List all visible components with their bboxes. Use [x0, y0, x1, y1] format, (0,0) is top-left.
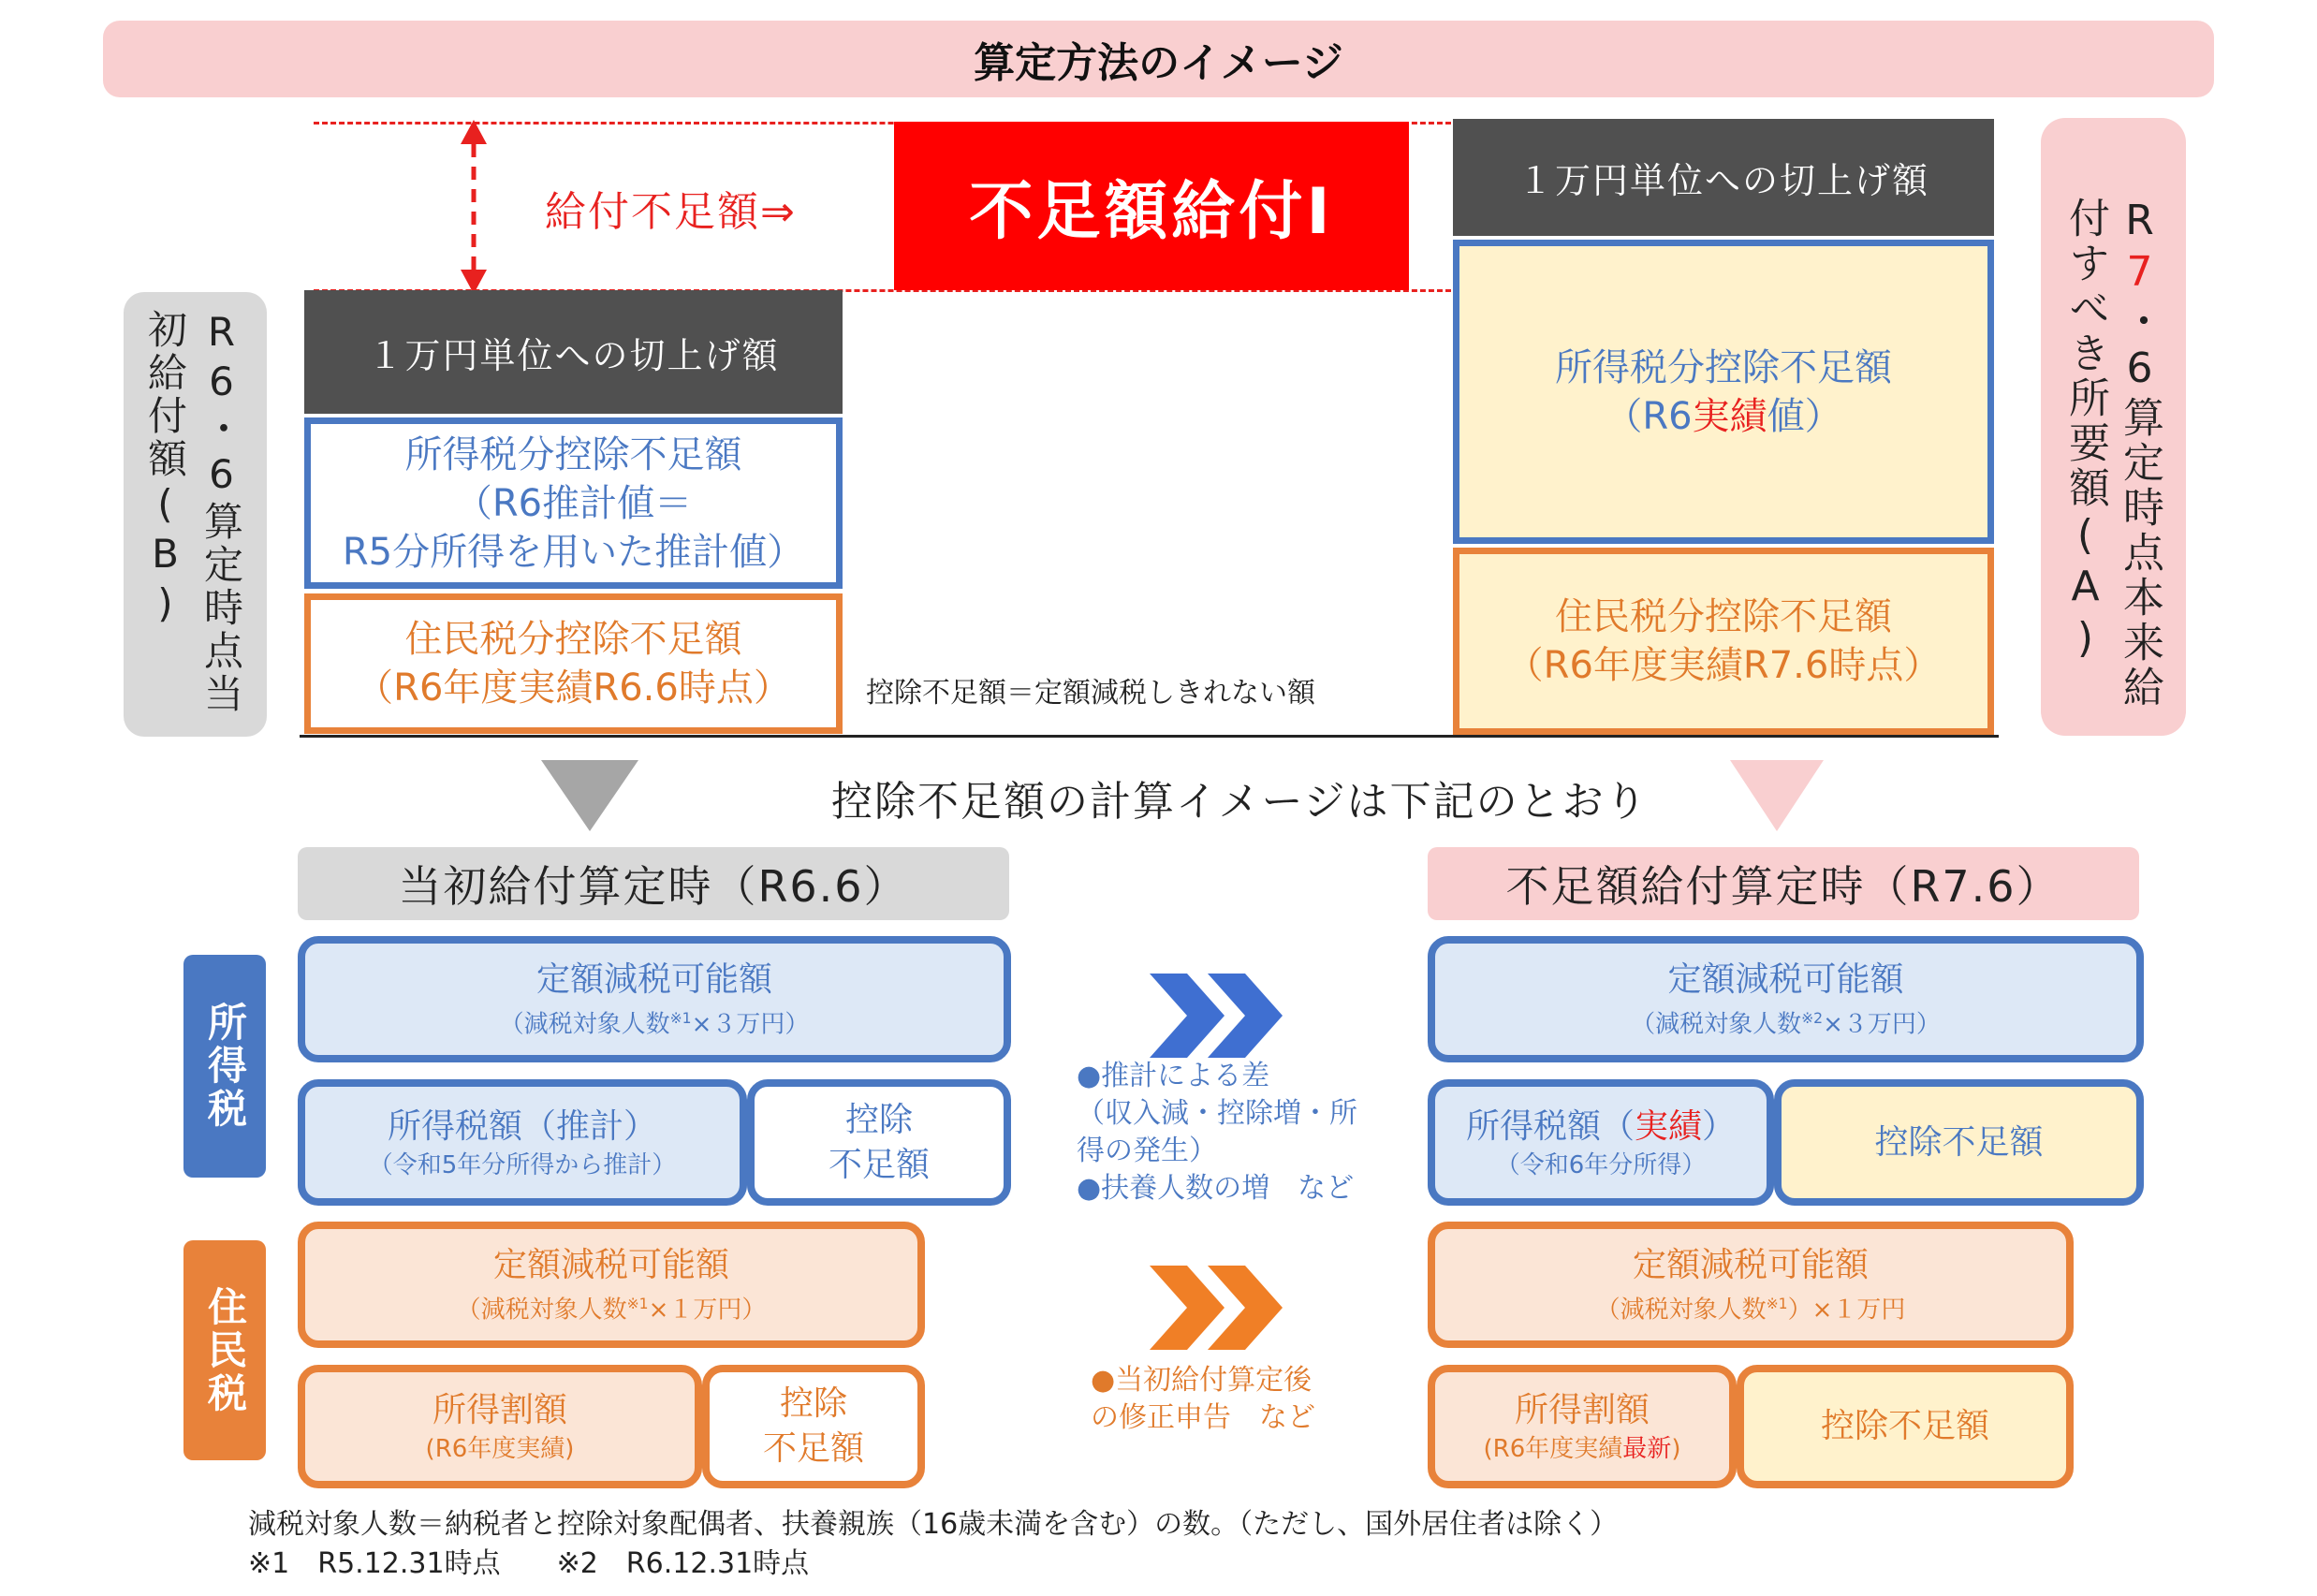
down-triangle-pink-icon	[1730, 760, 1824, 831]
right-resident-tax-box: 住民税分控除不足額 （R6年度実績R7.6時点）	[1453, 548, 1994, 735]
right-side-label-text: R7・6算定時点本来給付すべき所要額(A)	[2061, 197, 2163, 710]
left-rt-short-box: 控除 不足額	[702, 1365, 925, 1488]
right-roundup-box: １万円単位への切上げ額	[1453, 119, 1994, 236]
baseline	[300, 735, 1999, 738]
left-it-short-box: 控除 不足額	[747, 1079, 1011, 1206]
chevron-right-blue-icon	[1150, 974, 1292, 1058]
row-label-income-tax: 所得税	[183, 955, 266, 1178]
left-side-label-text: R6・6算定時点当初給付額(B)	[142, 309, 244, 716]
left-section-header: 当初給付算定時（R6.6）	[298, 847, 1009, 920]
left-income-tax-box: 所得税分控除不足額 （R6推計値＝ R5分所得を用いた推計値）	[304, 417, 843, 589]
left-rt-possible-box: 定額減税可能額 （減税対象人数$^{※1}$×１万円）	[298, 1222, 925, 1348]
right-rt-tax-box: 所得割額 (R6年度実績最新)	[1428, 1365, 1737, 1488]
right-it-possible-box: 定額減税可能額 （減税対象人数$^{※2}$×３万円）	[1428, 936, 2144, 1062]
footnotes	[248, 1505, 1618, 1584]
chevron-right-orange-icon	[1150, 1266, 1292, 1350]
down-triangle-gray-icon	[541, 760, 638, 831]
notes-blue: ●推計による差 （収入減・控除増・所 得の発生） ●扶養人数の増 など	[1077, 1060, 1357, 1205]
deficit-benefit-label: 不足額給付Ⅰ	[969, 174, 1334, 249]
right-rt-short-box: 控除不足額	[1737, 1365, 2074, 1488]
mid-caption: 控除不足額の計算イメージは下記のとおり	[831, 778, 1649, 826]
right-it-short-box: 控除不足額	[1774, 1079, 2144, 1206]
notes-orange: ●当初給付算定後 の修正申告 など	[1091, 1364, 1315, 1434]
right-section-header: 不足額給付算定時（R7.6）	[1428, 847, 2139, 920]
page-title: 算定方法のイメージ	[974, 39, 1343, 87]
left-rt-tax-box: 所得割額 (R6年度実績)	[298, 1365, 702, 1488]
left-resident-tax-box: 住民税分控除不足額 （R6年度実績R6.6時点）	[304, 593, 843, 734]
right-side-label	[2041, 118, 2186, 736]
double-arrow-icon	[455, 118, 492, 296]
title-banner	[103, 21, 2214, 97]
left-it-possible-box: 定額減税可能額 （減税対象人数$^{※1}$×３万円）	[298, 936, 1011, 1062]
deficit-benefit-box	[894, 122, 1409, 290]
left-roundup-box: １万円単位への切上げ額	[304, 290, 843, 414]
footnote-definition: 減税対象人数＝納税者と控除対象配偶者、扶養親族（16歳未満を含む）の数。（ただし、国外居住者は除く）	[248, 1508, 1619, 1541]
left-side-label	[124, 292, 267, 737]
left-it-tax-box: 所得税額（推計） （令和5年分所得から推計）	[298, 1079, 747, 1206]
row-label-resident-tax: 住民税	[183, 1240, 266, 1460]
right-income-tax-box: 所得税分控除不足額 （R6実績値）	[1453, 240, 1994, 544]
footnote-dates: ※1 R5.12.31時点 ※2 R6.12.31時点	[248, 1547, 810, 1580]
right-rt-possible-box: 定額減税可能額 （減税対象人数$^{※1}$）×１万円	[1428, 1222, 2074, 1348]
definition-text: 控除不足額＝定額減税しきれない額	[866, 677, 1315, 710]
deficit-label: 給付不足額⇒	[545, 188, 797, 236]
right-it-tax-box: 所得税額（実績） （令和6年分所得）	[1428, 1079, 1774, 1206]
